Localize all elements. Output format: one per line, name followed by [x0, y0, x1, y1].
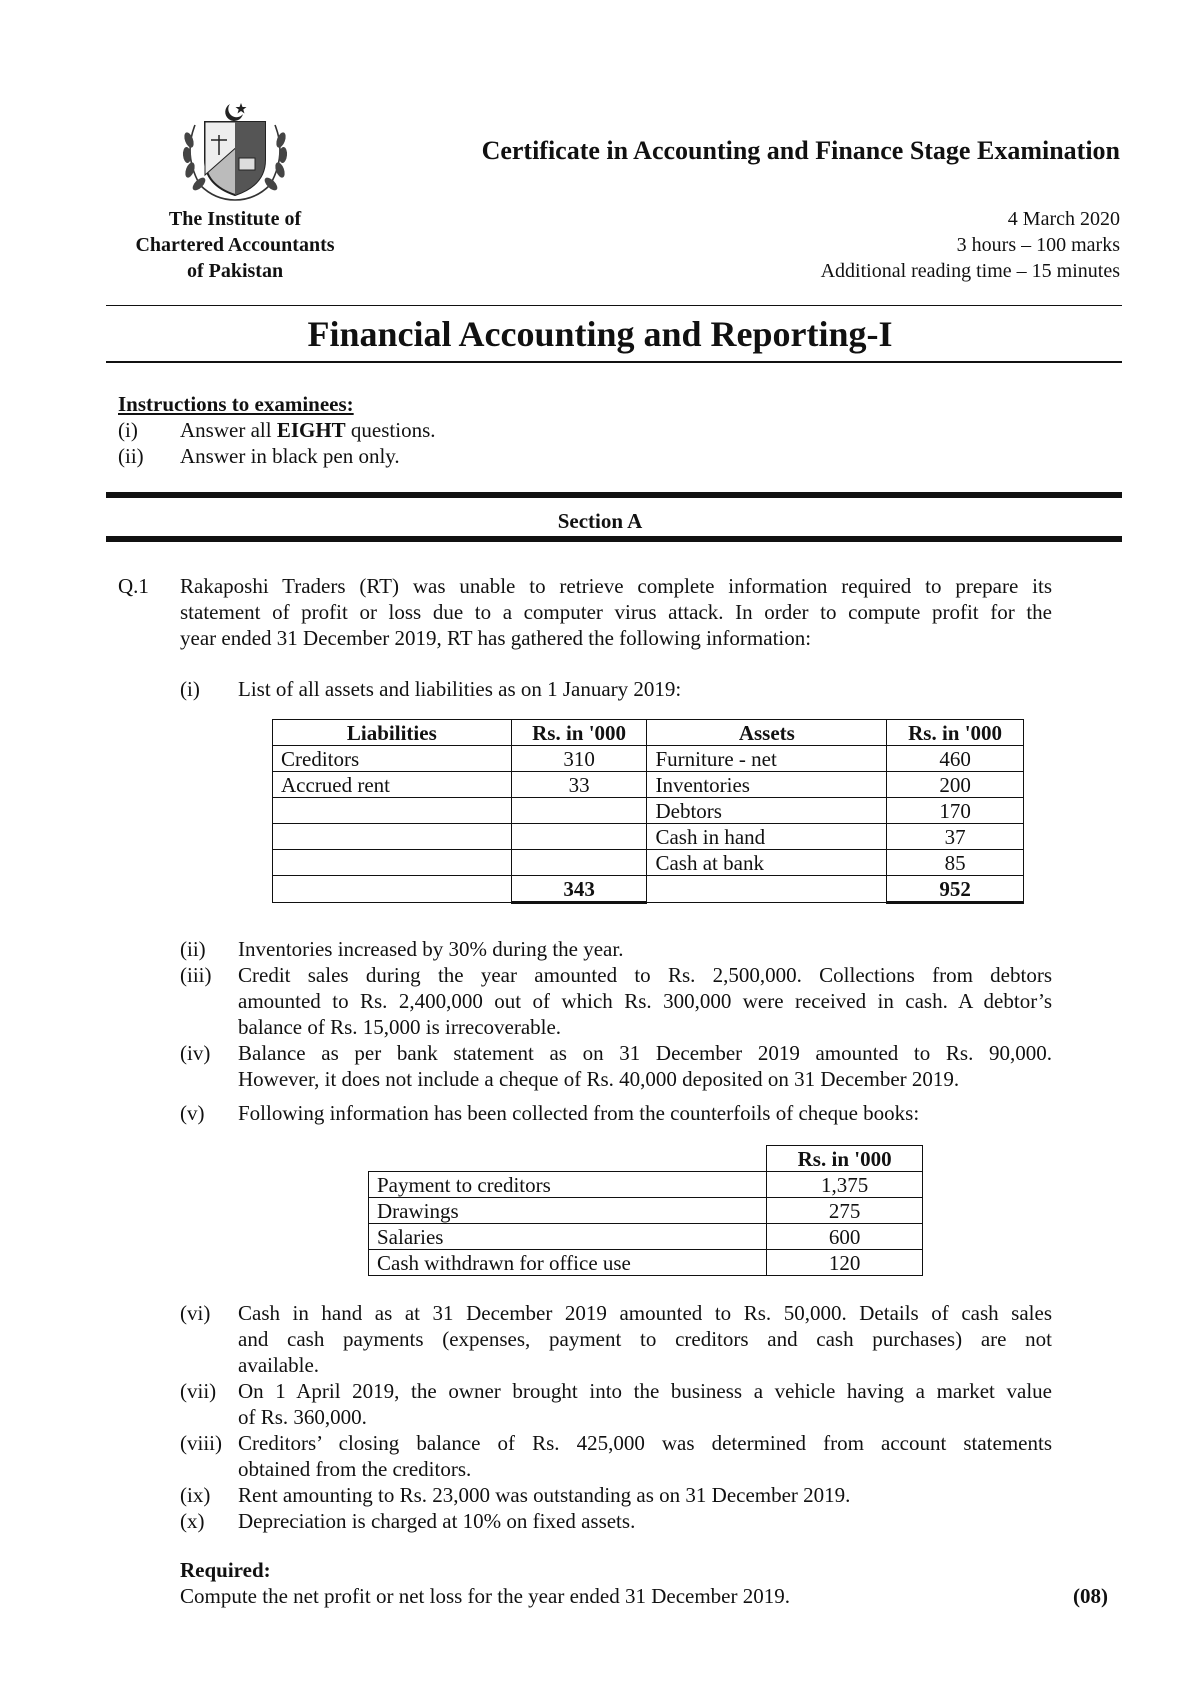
instruction-bold: EIGHT — [276, 418, 346, 442]
title-divider — [106, 361, 1122, 363]
column-header: Rs. in '000 — [767, 1146, 923, 1172]
required-label: Required: — [180, 1558, 271, 1582]
instruction-item — [118, 417, 436, 443]
item-text: List of all assets and liabilities as on 1 January 2019: — [238, 677, 682, 701]
table-row — [369, 1198, 923, 1224]
list-item — [180, 1378, 1052, 1430]
item-number: (vi) — [180, 1301, 211, 1325]
table-cell — [273, 824, 512, 850]
blank-header — [369, 1146, 767, 1172]
institute-crest-logo — [175, 100, 295, 210]
list-item — [180, 1430, 1052, 1482]
table-row — [369, 1250, 923, 1276]
item-number: (i) — [180, 677, 200, 701]
table-cell: 310 — [511, 746, 647, 772]
table-cell: 600 — [767, 1224, 923, 1250]
exam-date: 4 March 2020 — [1007, 208, 1120, 230]
column-header: Assets — [647, 720, 887, 746]
table-cell: 170 — [887, 798, 1024, 824]
table-cell: 1,375 — [767, 1172, 923, 1198]
item-i — [180, 676, 681, 702]
marks: (08) — [1073, 1584, 1108, 1608]
exam-meta — [821, 206, 1120, 284]
item-line: available. — [238, 1353, 320, 1377]
table-cell: 37 — [887, 824, 1024, 850]
item-line: balance of Rs. 15,000 is irrecoverable. — [238, 1015, 562, 1039]
column-header: Rs. in '000 — [511, 720, 647, 746]
table-header-row — [273, 720, 1024, 746]
intro-line: statement of profit or loss due to a computer virus attack. In order to compute profit for the — [180, 600, 1052, 624]
table-cell: 85 — [887, 850, 1024, 876]
institute-name — [110, 206, 360, 284]
table-cell: 200 — [887, 772, 1024, 798]
item-text: Following information has been collected from the counterfoils of cheque books: — [238, 1101, 920, 1125]
table-row — [273, 772, 1024, 798]
table-cell: Cash in hand — [647, 824, 887, 850]
item-line: Rent amounting to Rs. 23,000 was outstanding as on 31 December 2019. — [238, 1483, 851, 1507]
table-cell: 275 — [767, 1198, 923, 1224]
column-header: Rs. in '000 — [887, 720, 1024, 746]
item-number: (iii) — [180, 963, 212, 987]
table-cell: Furniture - net — [647, 746, 887, 772]
item-line: Creditors’ closing balance of Rs. 425,000 was determined from account statements — [238, 1431, 1052, 1455]
table-cell: Drawings — [369, 1198, 767, 1224]
item-line: amounted to Rs. 2,400,000 out of which Rs. 300,000 were received in cash. A debtor’s — [238, 989, 1052, 1013]
item-v — [180, 1100, 919, 1126]
items-ii-iv — [180, 936, 1052, 1092]
table-cell — [273, 850, 512, 876]
item-line: Inventories increased by 30% during the year. — [238, 937, 624, 961]
instruction-number: (i) — [118, 418, 138, 442]
item-number: (ix) — [180, 1483, 211, 1507]
table-cell — [511, 850, 647, 876]
table-row — [369, 1172, 923, 1198]
table-cell: 120 — [767, 1250, 923, 1276]
list-item — [180, 962, 1052, 1040]
table-row — [273, 798, 1024, 824]
table-row — [273, 824, 1024, 850]
item-line: and cash payments (expenses, payment to creditors and cash purchases) are not — [238, 1327, 1052, 1351]
item-number: (vii) — [180, 1379, 217, 1403]
section-heading: Section A — [557, 509, 643, 533]
table-total-row — [273, 876, 1024, 903]
item-line: Depreciation is charged at 10% on fixed assets. — [238, 1509, 636, 1533]
item-number: (iv) — [180, 1041, 211, 1065]
instruction-text: questions. — [345, 418, 436, 442]
total-cell: 343 — [511, 876, 647, 903]
item-number: (viii) — [180, 1431, 222, 1455]
intro-line: year ended 31 December 2019, RT has gathered the following information: — [180, 626, 812, 650]
question-intro — [180, 573, 1052, 651]
table-cell: Inventories — [647, 772, 887, 798]
table-cell: Accrued rent — [273, 772, 512, 798]
table-cell: Payment to creditors — [369, 1172, 767, 1198]
table-cell: 33 — [511, 772, 647, 798]
item-line: On 1 April 2019, the owner brought into the business a vehicle having a market value — [238, 1379, 1052, 1403]
paper-title: Financial Accounting and Reporting-I — [307, 314, 893, 354]
intro-line: Rakaposhi Traders (RT) was unable to retrieve complete information required to prepare its — [180, 574, 1052, 598]
table-header-row — [369, 1146, 923, 1172]
list-item — [180, 1508, 1052, 1534]
reading-time: Additional reading time – 15 minutes — [820, 260, 1120, 282]
table-row — [369, 1224, 923, 1250]
institute-line: The Institute of — [168, 208, 302, 230]
table-cell — [511, 798, 647, 824]
balance-table — [272, 719, 1024, 904]
institute-line: of Pakistan — [186, 260, 284, 282]
table-cell: Debtors — [647, 798, 887, 824]
item-line: Balance as per bank statement as on 31 December 2019 amounted to Rs. 90,000. — [238, 1041, 1052, 1065]
item-line: However, it does not include a cheque of Rs. 40,000 deposited on 31 December 2019. — [238, 1067, 960, 1091]
table-row — [273, 850, 1024, 876]
item-number: (v) — [180, 1101, 205, 1125]
column-header: Liabilities — [273, 720, 512, 746]
item-line: of Rs. 360,000. — [238, 1405, 367, 1429]
table-cell: Cash withdrawn for office use — [369, 1250, 767, 1276]
item-line: obtained from the creditors. — [238, 1457, 472, 1481]
instruction-item — [118, 443, 400, 469]
list-item — [180, 1482, 1052, 1508]
list-item — [180, 1300, 1052, 1378]
exam-duration: 3 hours – 100 marks — [956, 234, 1120, 256]
section-rule-top — [106, 492, 1122, 498]
items-vi-x — [180, 1300, 1052, 1534]
instruction-text: Answer all — [180, 418, 277, 442]
question-number: Q.1 — [118, 574, 149, 598]
cheque-counterfoil-table — [368, 1145, 923, 1276]
instruction-number: (ii) — [118, 444, 144, 468]
exam-title: Certificate in Accounting and Finance Stage Examination — [481, 136, 1120, 165]
item-line: Cash in hand as at 31 December 2019 amounted to Rs. 50,000. Details of cash sales — [238, 1301, 1052, 1325]
table-cell: 460 — [887, 746, 1024, 772]
table-cell: Salaries — [369, 1224, 767, 1250]
required-text: Compute the net profit or net loss for the year ended 31 December 2019. — [180, 1584, 790, 1608]
item-number: (x) — [180, 1509, 205, 1533]
table-cell: Creditors — [273, 746, 512, 772]
total-cell: 952 — [887, 876, 1024, 903]
item-number: (ii) — [180, 937, 206, 961]
section-rule-bottom — [106, 536, 1122, 542]
table-cell: Cash at bank — [647, 850, 887, 876]
table-cell — [511, 824, 647, 850]
list-item — [180, 936, 1052, 962]
list-item — [180, 1040, 1052, 1092]
header-divider — [106, 305, 1122, 306]
table-cell — [273, 876, 512, 903]
item-line: Credit sales during the year amounted to Rs. 2,500,000. Collections from debtors — [238, 963, 1052, 987]
institute-line: Chartered Accountants — [135, 234, 335, 256]
table-row — [273, 746, 1024, 772]
instruction-text: Answer in black pen only. — [180, 444, 400, 468]
table-cell — [647, 876, 887, 903]
table-cell — [273, 798, 512, 824]
instructions-heading: Instructions to examinees: — [118, 392, 354, 416]
